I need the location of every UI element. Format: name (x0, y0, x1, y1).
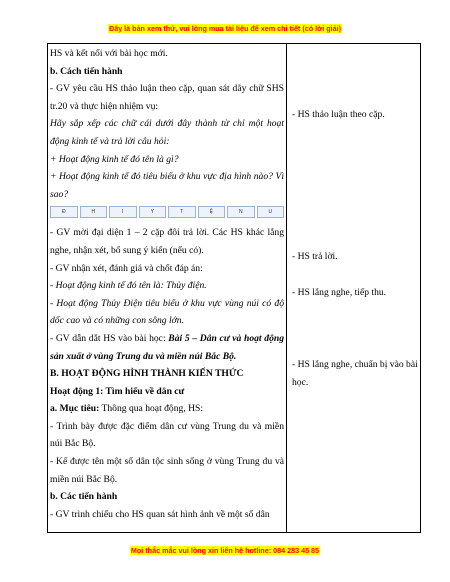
hotline-banner-text: Mọi thắc mắc vui lòng xin liên hệ hotline: 084 283 45 85 (130, 546, 320, 555)
teacher-activity-column (50, 45, 284, 523)
goal-line (50, 400, 284, 418)
procedure-heading: b. Các tiến hành (50, 491, 118, 503)
goal-2: - Kể được tên một số dân tộc sinh sống ở vùng Trung du và miền núi Bắc Bộ. (50, 456, 284, 485)
lesson-title: Bài 5 – Dân cư và hoạt động sản xuất ở vùng Trung du và miền núi Bắc Bộ. (50, 332, 284, 362)
goal-text: Thông qua hoạt động, HS: (99, 403, 204, 415)
letter-tiles (50, 206, 284, 218)
lead-paragraph (50, 330, 284, 365)
letter-tile: Y (139, 206, 167, 218)
column-divider (286, 44, 287, 532)
intro-line: HS và kết nối với bài học mới. (50, 48, 168, 59)
goal-1: - Trình bày được đặc điểm dân cư vùng Trung du và miền núi Bắc Bộ. (50, 420, 284, 450)
gv-show-paragraph: - GV trình chiếu cho HS quan sát hình ảnh về một số dân (50, 508, 270, 520)
student-response-2: - HS trả lời. (292, 251, 338, 262)
method-heading: b. Cách tiến hành (50, 65, 123, 77)
question-1: + Hoạt động kinh tế đó tên là gì? (50, 153, 179, 165)
answer-1: - Hoạt động kinh tế đó tên là: Thủy điện. (50, 280, 207, 292)
letter-tile: N (227, 206, 255, 218)
student-response-3: - HS lắng nghe, tiếp thu. (292, 287, 387, 298)
hotline-banner (0, 546, 450, 555)
lesson-table (47, 43, 421, 533)
letter-tile: H (80, 206, 108, 218)
letter-tile: Đ (50, 206, 78, 218)
letter-tile: Ệ (198, 206, 226, 218)
activity-1-heading: Hoạt động 1: Tìm hiểu về dân cư (50, 385, 185, 397)
letter-tile: T (168, 206, 196, 218)
letter-tile: U (257, 206, 285, 218)
student-response-4: - HS lắng nghe, chuẩn bị vào bài học. (292, 359, 418, 388)
preview-banner-text: Đây là bản xem thử, vui lòng mua tài liệu để xem chi tiết (có lời giải) (109, 24, 341, 33)
question-2: + Hoạt động kinh tế đó tiêu biểu ở khu vực địa hình nào? Vì sao? (50, 171, 284, 200)
section-b-heading: B. HOẠT ĐỘNG HÌNH THÀNH KIẾN THỨC (50, 368, 244, 380)
letter-tile: I (109, 206, 137, 218)
gv-conclude-line: - GV nhận xét, đánh giá và chốt đáp án: (50, 262, 203, 274)
answer-2: - Hoạt động Thủy Điện tiêu biểu ở khu vực vùng núi có độ dốc cao và có những con sông lớn. (50, 297, 284, 327)
lead-prefix: - GV dẫn dắt HS vào bài học: (50, 332, 169, 344)
preview-banner (0, 24, 450, 33)
student-response-1: - HS thảo luận theo cặp. (292, 109, 385, 120)
gv-invite-paragraph: - GV mời đại diện 1 – 2 cặp đôi trả lời. Các HS khác lắng nghe, nhận xét, bổ sung ý kiến (nếu có). (50, 227, 284, 256)
goal-label: a. Mục tiêu: (50, 403, 100, 415)
task-intro: Hãy sắp xếp các chữ cái dưới đây thành từ chỉ một hoạt động kinh tế và trả lời câu hỏi: (50, 118, 284, 147)
gv-ask-paragraph: - GV yêu cầu HS thảo luận theo cặp, quan sát dãy chữ SHS tr.20 và thực hiện nhiệm vụ: (50, 83, 284, 112)
